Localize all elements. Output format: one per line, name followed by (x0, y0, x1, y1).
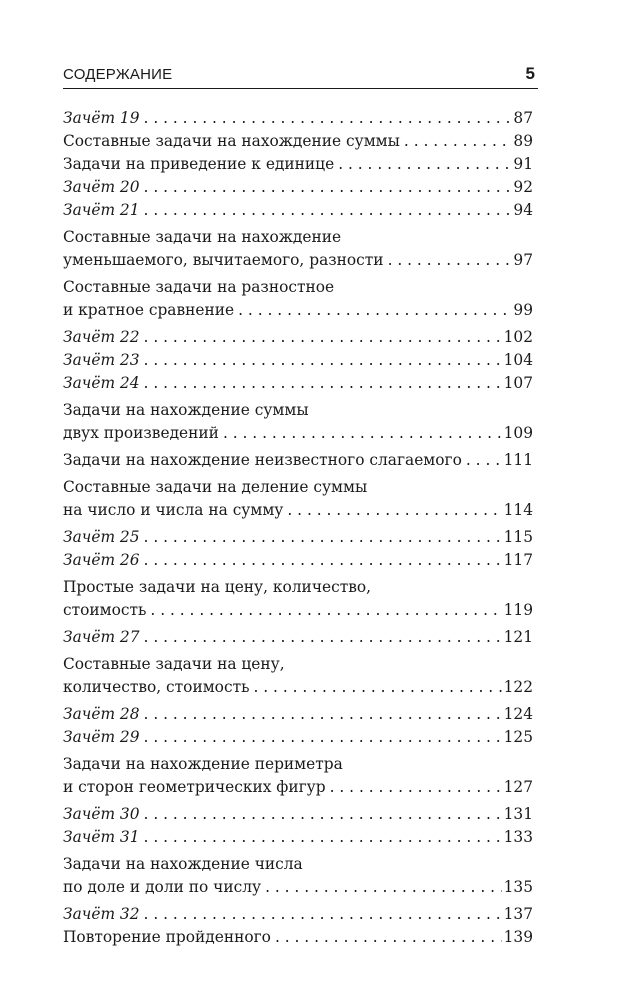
toc-entry-topic (63, 576, 533, 622)
toc-entry-title: Составные задачи на нахождение суммы (63, 132, 400, 150)
toc-entry-title: Зачёт 28 (63, 705, 140, 723)
toc-entry-line (63, 449, 533, 472)
toc-entry-test (63, 326, 533, 349)
toc-entry-topic (63, 926, 533, 949)
toc-entry-topic (63, 153, 533, 176)
toc-page-number: 137 (503, 905, 533, 923)
toc-entry-test (63, 107, 533, 130)
toc-page-number: 125 (503, 728, 533, 746)
toc-page-number: 117 (503, 551, 533, 569)
toc-page-number: 104 (503, 351, 533, 369)
toc-page-number: 107 (503, 374, 533, 392)
toc-entry-topic (63, 276, 533, 322)
toc-entry-title: Зачёт 25 (63, 528, 140, 546)
page-number: 5 (525, 64, 535, 83)
toc-entry-title-line: Задачи на нахождение суммы (63, 401, 309, 419)
dot-leader (265, 876, 502, 899)
toc-entry-test (63, 626, 533, 649)
toc-entry-title-line: Составные задачи на разностное (63, 278, 335, 296)
toc-entry-line (63, 826, 533, 849)
toc-entry-line (63, 903, 533, 926)
dot-leader (275, 926, 502, 949)
dot-leader (144, 626, 502, 649)
toc-entry-line (63, 153, 533, 176)
toc-page-number: 92 (513, 178, 533, 196)
dot-leader (144, 526, 502, 549)
toc-entry-line (63, 676, 533, 699)
toc-page-number: 127 (503, 778, 533, 796)
dot-leader (223, 422, 502, 445)
toc-entry-test (63, 826, 533, 849)
toc-entry-title: двух произведений (63, 424, 219, 442)
toc-entry-topic (63, 476, 533, 522)
toc-entry-title: Зачёт 24 (63, 374, 140, 392)
toc-entry-topic (63, 449, 533, 472)
dot-leader (388, 249, 512, 272)
dot-leader (144, 903, 502, 926)
toc-entry-test (63, 703, 533, 726)
toc-page-number: 119 (503, 601, 533, 619)
toc-page-number: 87 (513, 109, 533, 127)
toc-page-number: 124 (503, 705, 533, 723)
toc-entry-line (63, 299, 533, 322)
toc-entry-title: Задачи на приведение к единице (63, 155, 335, 173)
toc-entry-title: на число и числа на сумму (63, 501, 284, 519)
dot-leader (144, 176, 512, 199)
toc-entry-test (63, 349, 533, 372)
toc-entry-test (63, 549, 533, 572)
toc-entry-topic (63, 853, 533, 899)
toc-entry-title: Зачёт 19 (63, 109, 140, 127)
dot-leader (144, 826, 502, 849)
dot-leader (404, 130, 512, 153)
toc-entry-title: стоимость (63, 601, 147, 619)
toc-entry-line (63, 326, 533, 349)
toc-entry-title: Зачёт 27 (63, 628, 140, 646)
running-header (63, 62, 538, 89)
toc-entry-line (63, 499, 533, 522)
toc-entry-title-line: Задачи на нахождение периметра (63, 755, 343, 773)
toc-entry-line (63, 249, 533, 272)
toc-entry-title-line: Задачи на нахождение числа (63, 855, 303, 873)
toc-page-number: 131 (503, 805, 533, 823)
toc-entry-title: Зачёт 29 (63, 728, 140, 746)
toc-entry-line (63, 876, 533, 899)
toc-entry-title: по доле и доли по числу (63, 878, 262, 896)
toc-entry-title: Зачёт 31 (63, 828, 140, 846)
toc-page-number: 99 (513, 301, 533, 319)
toc-entry-title: уменьшаемого, вычитаемого, разности (63, 251, 384, 269)
toc-entry-test (63, 199, 533, 222)
dot-leader (338, 153, 511, 176)
toc-entry-line (63, 526, 533, 549)
dot-leader (144, 549, 502, 572)
toc-entry-line (63, 926, 533, 949)
toc-entry-topic (63, 753, 533, 799)
dot-leader (287, 499, 501, 522)
toc-entry-title: Зачёт 20 (63, 178, 140, 196)
toc-entry-topic (63, 130, 533, 153)
dot-leader (253, 676, 501, 699)
toc-page-number: 122 (503, 678, 533, 696)
toc-entry-title: и кратное сравнение (63, 301, 235, 319)
dot-leader (144, 372, 502, 395)
toc-entry-test (63, 726, 533, 749)
toc-entry-title: Повторение пройденного (63, 928, 271, 946)
dot-leader (238, 299, 511, 322)
toc-page-number: 139 (503, 928, 533, 946)
toc-page-number: 109 (503, 424, 533, 442)
toc-page-number: 115 (503, 528, 533, 546)
toc-entry-line (63, 372, 533, 395)
toc-page-number: 89 (513, 132, 533, 150)
toc-page-number: 114 (503, 501, 533, 519)
toc-entry-test (63, 803, 533, 826)
toc-page-number: 111 (503, 451, 533, 469)
dot-leader (144, 107, 512, 130)
toc-page-number: 97 (513, 251, 533, 269)
toc-page-number: 102 (503, 328, 533, 346)
toc-entry-line (63, 803, 533, 826)
dot-leader (150, 599, 501, 622)
toc-entry-title: Зачёт 30 (63, 805, 140, 823)
toc-page-number: 121 (503, 628, 533, 646)
dot-leader (144, 199, 512, 222)
toc-entry-test (63, 526, 533, 549)
toc-entry-line (63, 776, 533, 799)
toc-entry-title: Зачёт 32 (63, 905, 140, 923)
toc-entry-line (63, 549, 533, 572)
toc-entry-title: Зачёт 26 (63, 551, 140, 569)
toc-entry-title: Задачи на нахождение неизвестного слагаемого (63, 451, 462, 469)
toc-entry-title: Зачёт 23 (63, 351, 140, 369)
toc-page-number: 91 (513, 155, 533, 173)
dot-leader (466, 449, 502, 472)
toc-entry-title: Зачёт 22 (63, 328, 140, 346)
dot-leader (144, 703, 502, 726)
toc-page-number: 94 (513, 201, 533, 219)
toc-entry-line (63, 130, 533, 153)
toc-entry-title: Зачёт 21 (63, 201, 140, 219)
toc-entry-line (63, 176, 533, 199)
toc-entry-topic (63, 399, 533, 445)
table-of-contents (63, 107, 533, 949)
toc-entry-test (63, 372, 533, 395)
dot-leader (144, 726, 502, 749)
toc-entry-title-line: Простые задачи на цену, количество, (63, 578, 372, 596)
toc-entry-test (63, 903, 533, 926)
toc-entry-line (63, 599, 533, 622)
toc-entry-line (63, 422, 533, 445)
toc-entry-topic (63, 226, 533, 272)
dot-leader (330, 776, 502, 799)
dot-leader (144, 803, 502, 826)
toc-entry-test (63, 176, 533, 199)
toc-entry-line (63, 349, 533, 372)
toc-entry-line (63, 626, 533, 649)
toc-entry-line (63, 703, 533, 726)
toc-entry-title-line: Составные задачи на нахождение (63, 228, 342, 246)
toc-entry-line (63, 107, 533, 130)
dot-leader (144, 326, 502, 349)
toc-entry-line (63, 726, 533, 749)
toc-page-number: 133 (503, 828, 533, 846)
toc-entry-topic (63, 653, 533, 699)
dot-leader (144, 349, 502, 372)
toc-entry-title: количество, стоимость (63, 678, 250, 696)
toc-entry-title-line: Составные задачи на деление суммы (63, 478, 368, 496)
section-title: СОДЕРЖАНИЕ (63, 66, 173, 83)
toc-entry-title-line: Составные задачи на цену, (63, 655, 285, 673)
toc-page-number: 135 (503, 878, 533, 896)
toc-entry-title: и сторон геометрических фигур (63, 778, 326, 796)
toc-entry-line (63, 199, 533, 222)
